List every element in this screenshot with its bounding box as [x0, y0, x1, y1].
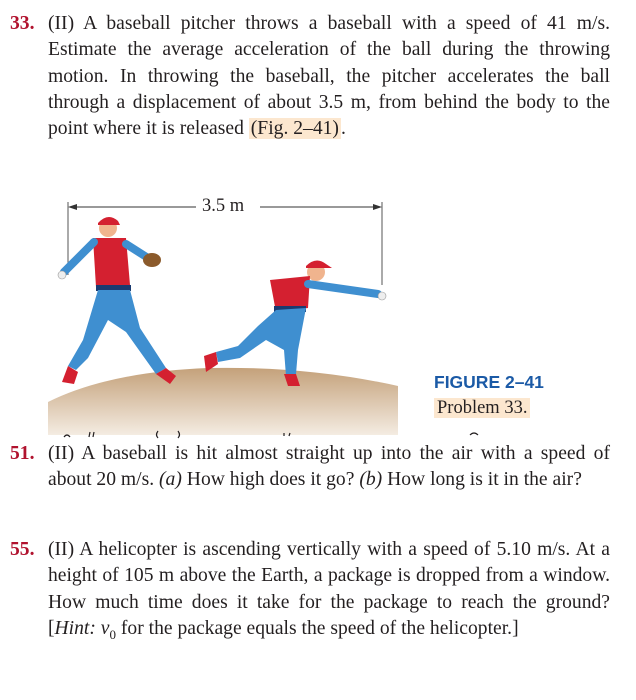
hint-label: Hint: [54, 617, 96, 639]
figure-2-41 [48, 190, 398, 435]
problem-33 [10, 11, 610, 142]
figure-caption-text: Problem 33. [434, 398, 530, 418]
problem-body: How high does it go? [181, 469, 360, 491]
part-label: (b) [359, 469, 383, 491]
problem-number: 51. [10, 443, 35, 464]
problem-body: (II) A baseball pitcher throws a baseball with a speed of 41 m/s. Estimate the average acceleration of the ball during the throwing motion. In throwing the baseball, the pitcher accelerates the ball through a displacement of about 3.5 m, from behind the body to the point where it is released [48, 13, 610, 140]
problem-body: (II) A baseball is hit almost straight up into the air with a speed of about 20 m/s. [48, 443, 610, 491]
problem-51 [10, 441, 610, 494]
velocity-symbol: v [100, 617, 110, 639]
figure-reference-link[interactable]: (Fig. 2–41) [250, 118, 339, 140]
problem-body: (II) A helicopter is ascending vertically with a speed of 5.10 m/s. At a height of 105 m above the Earth, a package is dropped from a window. How much time does it take for the package to reach the ground? [ [48, 539, 610, 639]
figure-label: FIGURE 2–41 [434, 372, 544, 392]
problem-number: 55. [10, 539, 35, 560]
problem-text [48, 441, 610, 494]
problem-text [48, 11, 610, 142]
figure-caption [434, 369, 544, 421]
pitcher-release-figure [204, 260, 386, 386]
pitcher-windup-figure [58, 217, 176, 384]
sentence-end: . [340, 118, 346, 140]
velocity-subscript: 0 [109, 626, 116, 642]
problem-body: How long is it in the air? [382, 469, 582, 491]
torn-text-fragment [50, 429, 490, 439]
problem-number: 33. [10, 13, 35, 34]
pitcher-illustration [48, 190, 398, 435]
problem-text [48, 537, 610, 648]
problem-body: for the package equals the speed of the helicopter.] [116, 617, 519, 639]
distance-label: 3.5 m [199, 196, 247, 217]
part-label: (a) [159, 469, 182, 491]
problem-55 [10, 537, 610, 648]
